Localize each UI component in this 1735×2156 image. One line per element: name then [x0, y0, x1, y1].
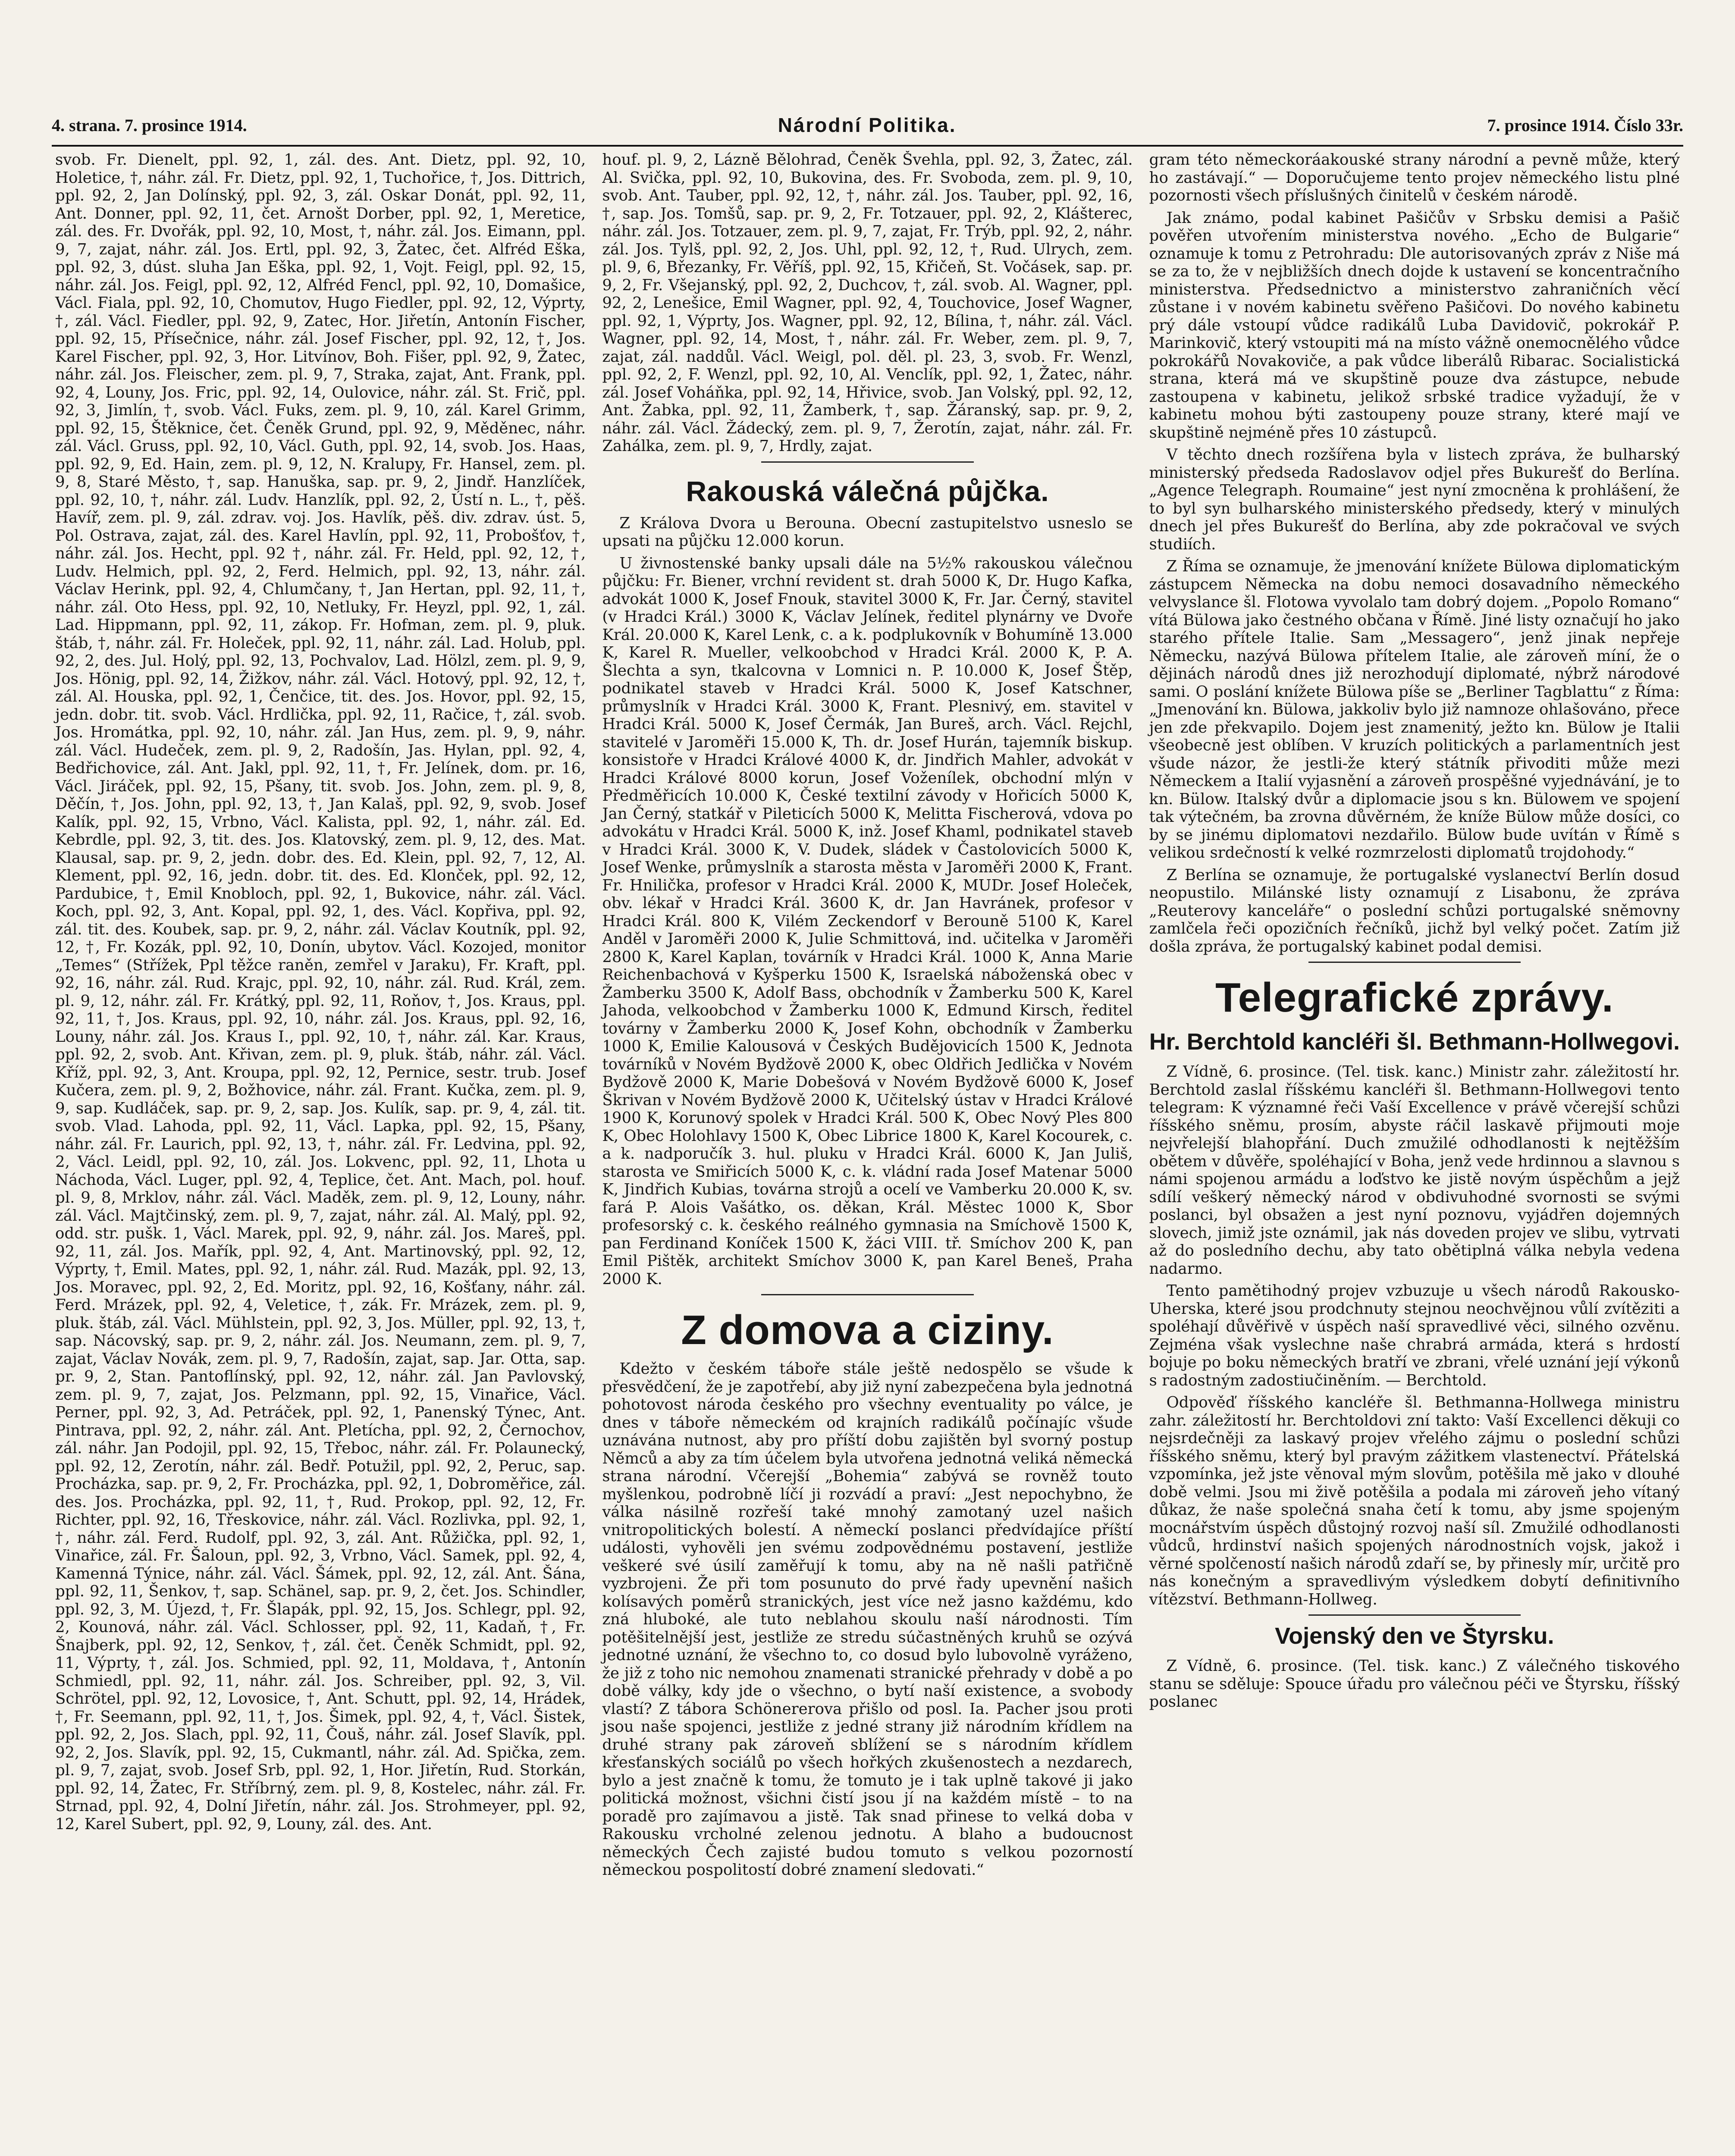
styria-paragraph: Z Vídně, 6. prosince. (Tel. tisk. kanc.) Z válečného tiskového stanu se sděluje: Spouce úřadu pro válečnou péči ve Štyrsku, říšský poslanec: [1149, 1657, 1680, 1711]
page-date-right: 7. prosince 1914. Číslo 33r.: [1487, 115, 1683, 135]
page-date-left: 4. strana. 7. prosince 1914.: [52, 115, 247, 135]
section-divider: [1308, 962, 1521, 963]
column-1: [52, 151, 589, 2156]
section-divider: [761, 461, 973, 463]
columns: [52, 151, 1683, 2156]
telegram-paragraph-1: Z Vídně, 6. prosince. (Tel. tisk. kanc.) Ministr zahr. záležitostí hr. Berchtold zaslal říšskému kancléři šl. Bethmann-Hollwegovi tento telegram: K významné řeči Vaší Excellence v právě včerejší schůzi říšského sněmu, prosím, abyste ráčil laskavě přijmouti moje nejvřelejší blahopřání. Duch zmužilé odhodlanosti k nejtěžším obětem v důvěře, spoléhající v Boha, jenž vede hrdinnou a slavnou s námi spojenou armádu a loďstvo ke jistě novým úspěchům a jejž sdílí veškerý německý národ v obdivuhodné svornosti se svými poslanci, byl obsažen a jest nyní poznovu, vyjádřen dojemných slovech, jimiž jste oznámil, jak nás doveden projev ve slibu, vytrvati až do posledního dechu, aby tato obětiplná válka nebyla vedena nadarmo.: [1149, 1063, 1680, 1278]
section-divider: [761, 1294, 973, 1295]
war-loan-paragraph-2: U živnostenské banky upsali dále na 5½% rakouskou válečnou půjčku: Fr. Biener, vrchní revident st. drah 5000 K, Dr. Hugo Kafka, advokát 1000 K, Josef Fnouk, stavitel 3000 K, Fr. Jar. Černý, stavitel (v Hradci Král.) 3000 K, Václav Jelínek, ředitel plynárny ve Dvoře Král. 20.000 K, Karel Lenk, c. a k. podplukovník v Bohumíně 13.000 K, Karel R. Mueller, velkoobchod v Hradci Král. 2000 K, P. A. Šlechta a syn, tkalcovna v Lomnici n. P. 10.000 K, Josef Štěp, podnikatel staveb v Hradci Král. 5000 K, Josef Katschner, průmyslník v Hradci Král. 3000 K, Frant. Plesnivý, em. stavitel v Hradci Král. 5000 K, Josef Čermák, Jan Bureš, arch. Václ. Rejchl, stavitelé v Jaroměři 15.000 K, Th. dr. Josef Hurán, tajemník biskup. konsistoře v Hradci Králové 4000 K, dr. Jindřich Mahler, advokát v Hradci Králové 8000 korun, Josef Voženílek, obchodní mlýn v Předměřicích 10.000 K, České textilní závody v Hořicích 5000 K, Jan Černý, statkář v Pileticích 5000 K, Melitta Fischerová, vdova po advokátu v Hradci Král. 5000 K, inž. Josef Khaml, podnikatel staveb v Hradci Král. 3000 K, V. Dudek, sládek v Častolovicích 5000 K, Josef Wenke, průmyslník a starosta města v Jaroměři 2000 K, Frant. Fr. Hnilička, profesor v Hradci Král. 2000 K, MUDr. Josef Holeček, obv. lékař v Hradci Král. 3600 K, dr. Jan Havránek, profesor v Hradci Král. 800 K, Vilém Zeckendorf v Berouně 5100 K, Karel Anděl v Jaroměři 2000 K, Julie Schmittová, ind. učitelka v Jaroměři 2800 K, Karel Kaplan, továrník v Hradci Král. 1000 K, Anna Marie Reichenbachová v Kyšperku 1500 K, Israelská náboženská obec v Žamberku 3500 K, Adolf Bass, obchodník v Žamberku 500 K, Karel Jahoda, velkoobchod v Žamberku 1000 K, Edmund Kirsch, ředitel továrny v Žamberku 2000 K, Josef Kohn, obchodník v Žamberku 1000 K, Emilie Kalousová v Českých Budějovicích 1500 K, Jednota továrníků v Novém Bydžově 2000 K, obec Oldřich Jedlička v Novém Bydžově 2000 K, Marie Dobešová v Novém Bydžově 6000 K, Josef Škrivan v Novém Bydžově 2000 K, Učitelský ústav v Hradci Králové 1900 K, Korunový spolek v Hradci Král. 500 K, Obec Nový Ples 800 K, Obec Holohlavy 1500 K, Obec Librice 1800 K, Karel Kocourek, c. a k. nadporučík 3. hul. pluku v Hradci Král. 6000 K, Jan Juliš, starosta ve Smiřicích 5000 K, c. k. vládní rada Josef Matenar 5000 K, Jindřich Kubias, továrna strojů a ocelí ve Vamberku 20.000 K, sv. fará P. Alois Vašátko, os. děkan, Král. Městec 1000 K, Sbor profesorský c. k. českého reálného gymnasia na Smíchově 1500 K, pan Ferdinand Koníček 1500 K, žáci VIII. tř. Smíchov 200 K, pan Emil Pištěk, architekt Smíchov 3000 K, pan Karel Beneš, Praha 2000 K.: [602, 554, 1133, 1288]
masthead: [52, 108, 1683, 142]
column-3: [1146, 151, 1683, 2156]
serbia-paragraph: Jak známo, podal kabinet Pašičův v Srbsku demisi a Pašič pověřen utvořením ministerstva nového. „Echo de Bulgarie“ oznamuje k tomu z Petrohradu: Dle autorisovaných zpráv z Niše má se za to, že v nejbližších dnech dojde k ustavení se koncentračního ministerstva. Předsednictvo a ministerstvo zahraničních věcí zůstane i v novém kabinetu svěřeno Pašičovi. Do nového kabinetu prý dále vstoupí vůdce radikálů Luba Davidovič, pokrokář P. Marinkovič, který vstoupiti má na místo vážně onemocnělého vůdce pokrokářů Novakoviče, a pak vůdce liberálů Ribarac. Socialistická strana, která má ve skupštině pouze dva zástupce, nebude zastoupena v kabinetu, jelikož srbské tradice vyžadují, že v kabinetu mohou býti zastoupeny pouze strany, které mají ve skupštině nejméně přes 10 zástupců.: [1149, 209, 1680, 442]
home-abroad-paragraph: Kdežto v českém táboře stále ještě nedospělo se všude k přesvědčení, že je zapotřebí, aby již nyní zabezpečena byla jednotná pohotovost národa českého pro všechny eventuality po válce, je dnes v táboře německém od krajních radikálů počínajíc všude uznávána nutnost, aby pro příští dobu zajištěn byl svorný postup Němců a aby za tím účelem byla utvořena jednotná veliká německá strana národní. Včerejší „Bohemia“ zabývá se rovněž touto myšlenkou, podrobně líčí ji rozvádí a praví: „Jest nepochybno, že válka násilně rozřeší také mnohý zamotaný uzel našich vnitropolitických bolestí. A německí poslanci předvídajíce příští události, vyhověli jen svému zodpovědnému postavení, jestliže veškeré své úsilí zaměřují k tomu, aby na ně našli patřičně vyzbrojeni. Že při tom posunuto do prvé řady upevnění našich kolísavých poměrů stranických, jest více než jasno každému, kdo zná hluboké, ale tuto neblahou skoulu naší národnosti. Tím potěšitelnější jest, jestliže ze stredu súčastněných kruhů se ozývá jednotné uznání, že všechno to, co dosud bylo lubovolně vyráženo, že již z toho nic nemohou znamenati stranické přehrady v době a po době války, kdy jde o všechno, o bytí naší existence, a svobody vlastí? Z tábora Schönererova přišlo od posl. Ia. Pacher jsou proti jsou naše spojenci, jestliže z jedné strany již národním křídlem na druhé strany pak zároveň sblížení se s národním křídlem křesťanských sociálů po všech hořkých zkušenostech a nezdarech, bylo a jest značně k tomu, že tomuto je i tak uplně takové ji jako politická možnost, všichni čistí jsou jí na každém místě – to na poradě pro zajímavou a jistě. Tak snad přinese to velká doba v Rakousku vrcholné zelenou jednotu. A blaho a budoucnost německých Čech zajisté budou tomuto s velkou pozorností německou pospolitostí dobré znamení sledovati.“: [602, 1360, 1133, 1879]
casualty-list: svob. Fr. Dienelt, ppl. 92, 1, zál. des. Ant. Dietz, ppl. 92, 10, Holetice, †, náhr. zál. Fr. Dietz, ppl. 92, 1, Tuchořice, †, Jos. Dittrich, ppl. 92, 2, Jan Dolínský, ppl. 92, 3, zál. Oskar Donát, ppl. 92, 11, Ant. Donner, ppl. 92, 11, čet. Arnošt Dorber, ppl. 92, 1, Meretice, zál. des. Fr. Dvořák, ppl. 92, 10, Most, †, náhr. zál. Jos. Eimann, ppl. 9, 7, zajat, náhr. zál. Jos. Ertl, ppl. 92, 3, Žatec, čet. Alfréd Eška, ppl. 92, 3, dúst. sluha Jan Eška, ppl. 92, 1, Vojt. Feigl, ppl. 92, 15, náhr. zál. Jos. Feigl, ppl. 92, 12, Alfréd Fencl, ppl. 92, 10, Domašice, Václ. Fiala, ppl. 92, 10, Chomutov, Hugo Fiedler, ppl. 92, 12, Výprty, †, zál. Václ. Fiedler, ppl. 92, 9, Zatec, Hor. Jiřetín, Antonín Fischer, ppl. 92, 15, Přísečnice, náhr. zál. Josef Fischer, ppl. 92, 12, †, Jos. Karel Fischer, ppl. 92, 3, Hor. Litvínov, Boh. Fišer, ppl. 92, 9, Žatec, náhr. zál. Jos. Fleischer, zem. pl. 9, 7, Straka, zajat, Ant. Frank, ppl. 92, 4, Louny, Jos. Fric, ppl. 92, 14, Oulovice, náhr. zál. St. Frič, ppl. 92, 3, Jimlín, †, svob. Václ. Fuks, zem. pl. 9, 10, zál. Karel Grimm, ppl. 92, 15, Štěknice, čet. Čeněk Grund, ppl. 92, 9, Měděnec, náhr. zál. Václ. Gruss, ppl. 92, 10, Václ. Guth, ppl. 92, 14, svob. Jos. Haas, ppl. 92, 9, Ed. Hain, zem. pl. 9, 12, N. Kralupy, Fr. Hansel, zem. pl. 9, 8, Staré Město, †, sap. Hanuška, sap. pr. 9, 2, Jindř. Hanzlíček, ppl. 92, 10, †, náhr. zál. Ludv. Hanzlík, ppl. 92, 2, Ústí n. L., †, pěš. Havíř, zem. pl. 9, zál. zdrav. voj. Jos. Havlík, pěš. div. zdrav. úst. 5, Pol. Ostrava, zajat, zál. des. Karel Havlín, ppl. 92, 11, Probošťov, †, náhr. zál. Jos. Hecht, ppl. 92 †, náhr. zál. Fr. Held, ppl. 92, 12, †, Ludv. Helmich, ppl. 92, 2, Ferd. Helmich, ppl. 92, 13, náhr. zál. Václav Herink, ppl. 92, 4, Chlumčany, †, Jan Hertan, ppl. 92, 11, †, náhr. zál. Oto Hess, ppl. 92, 10, Netluky, Fr. Heyzl, ppl. 92, 1, zál. Lad. Hippmann, ppl. 92, 11, zákop. Fr. Hofman, zem. pl. 9, pluk. štáb, †, náhr. zál. Fr. Holeček, ppl. 92, 11, náhr. zál. Lad. Holub, ppl. 92, 2, des. Jul. Holý, ppl. 92, 13, Pochvalov, Lad. Hölzl, zem. pl. 9, 9, Jos. Hönig, ppl. 92, 14, Žižkov, náhr. zál. Václ. Hotový, ppl. 92, 12, †, zál. Al. Houska, ppl. 92, 1, Čenčice, tit. des. Jos. Hovor, ppl. 92, 15, jedn. dobr. tit. svob. Václ. Hrdlička, ppl. 92, 11, Račice, †, zál. svob. Jos. Hromátka, ppl. 92, 10, náhr. zál. Jan Hus, zem. pl. 9, 9, náhr. zál. Václ. Hudeček, zem. pl. 9, 2, Radošín, Jas. Hylan, ppl. 92, 4, Bedřichovice, zál. Ant. Jakl, ppl. 92, 11, †, Fr. Jelínek, dom. pr. 16, Václ. Jiráček, ppl. 92, 15, Pšany, tit. svob. Jos. John, zem. pl. 9, 8, Děčín, †, Jos. John, ppl. 92, 13, †, Jan Kalaš, ppl. 92, 9, svob. Josef Kalík, ppl. 92, 15, Vrbno, Václ. Kalista, ppl. 92, 1, náhr. zál. Ed. Kebrdle, ppl. 92, 3, tit. des. Jos. Klatovský, zem. pl. 9, 12, des. Mat. Klausal, sap. pr. 9, 2, jedn. dobr. des. Ed. Klein, ppl. 92, 7, 12, Al. Klement, ppl. 92, 16, jedn. dobr. tit. des. Ed. Klonček, ppl. 92, 12, Pardubice, †, Emil Knobloch, ppl. 92, 1, Bukovice, náhr. zál. Václ. Koch, ppl. 92, 3, Ant. Kopal, ppl. 92, 1, des. Václ. Kopřiva, ppl. 92, zál. tit. des. Koubek, sap. pr. 9, 2, náhr. zál. Václav Koutník, ppl. 92, 12, †, Fr. Kozák, ppl. 92, 10, Donín, ubytov. Václ. Kozojed, monitor „Temes“ (Střížek, Ppl těžce raněn, zemřel v Jaraku), Fr. Kraft, ppl. 92, 16, náhr. zál. Rud. Krajc, ppl. 92, 10, náhr. zál. Rud. Král, zem. pl. 9, 12, náhr. zál. Fr. Krátký, ppl. 92, 11, Roňov, †, Jos. Kraus, ppl. 92, 11, †, Jos. Kraus, ppl. 92, 10, náhr. zál. Jos. Kraus, ppl. 92, 16, Louny, náhr. zál. Jos. Kraus I., ppl. 92, 10, †, náhr. zál. Kar. Kraus, ppl. 92, 2, svob. Ant. Křivan, zem. pl. 9, pluk. štáb, náhr. zál. Václ. Kříž, ppl. 92, 3, Ant. Kroupa, ppl. 92, 12, Pernice, sestr. trub. Josef Kučera, zem. pl. 9, 2, Božhovice, náhr. zál. Frant. Kučka, zem. pl. 9, 9, sap. Kudláček, sap. pr. 9, 2, sap. Jos. Kulík, sap. pr. 9, 4, zál. tit. svob. Vlad. Lahoda, ppl. 92, 11, Václ. Lapka, ppl. 92, 15, Pšany, náhr. zál. Fr. Laurich, ppl. 92, 13, †, náhr. zál. Fr. Ledvina, ppl. 92, 2, Václ. Leidl, ppl. 92, 10, zál. Jos. Lokvenc, ppl. 92, 11, Lhota u Náchoda, Václ. Luger, ppl. 92, 4, Teplice, čet. Ant. Mach, pol. houf. pl. 9, 8, Mrklov, náhr. zál. Václ. Maděk, zem. pl. 9, 12, Louny, náhr. zál. Václ. Majtčinský, zem. pl. 9, 7, zajat, náhr. zál. Al. Malý, ppl. 92, odd. str. pušk. 1, Václ. Marek, ppl. 92, 9, náhr. zál. Jos. Mareš, ppl. 92, 11, zál. Jos. Mařík, ppl. 92, 4, Ant. Martinovský, ppl. 92, 12, Výprty, †, Emil. Mates, ppl. 92, 1, náhr. zál. Rud. Mazák, ppl. 92, 13, Jos. Moravec, ppl. 92, 2, Ed. Moritz, ppl. 92, 16, Košťany, náhr. zál. Ferd. Mrázek, ppl. 92, 4, Veletice, †, zák. Fr. Mrázek, zem. pl. 9, pluk. štáb, zál. Václ. Mühlstein, ppl. 92, 3, Jos. Müller, ppl. 92, 13, †, sap. Nácovský, sap. pr. 9, 2, náhr. zál. Jos. Neumann, zem. pl. 9, 7, zajat, Václav Novák, zem. pl. 9, 7, Radošín, zajat, sap. Jar. Otta, sap. pr. 9, 2, Stan. Pantoflínský, ppl. 92, 12, náhr. zál. Jan Pavlovský, zem. pl. 9, 7, zajat, Jos. Pelzmann, ppl. 92, 15, Vinařice, Václ. Perner, ppl. 92, 3, Ad. Petráček, ppl. 92, 1, Panenský Týnec, Ant. Pintrava, ppl. 92, 2, náhr. zál. Ant. Pletícha, ppl. 92, 2, Černochov, zál. náhr. Jan Podojil, ppl. 92, 15, Třeboc, náhr. zál. Fr. Polaunecký, ppl. 92, 12, Zerotín, náhr. zál. Bedř. Potužil, ppl. 92, 2, Peruc, sap. Procházka, sap. pr. 9, 2, Fr. Procházka, ppl. 92, 1, Dobroměřice, zál. des. Jos. Procházka, ppl. 92, 11, †, Rud. Prokop, ppl. 92, 12, Fr. Richter, ppl. 92, 16, Třeskovice, náhr. zál. Václ. Rozlivka, ppl. 92, 1, †, náhr. zál. Ferd. Rudolf, ppl. 92, 3, zál. Ant. Růžička, ppl. 92, 1, Vinařice, zál. Fr. Šaloun, ppl. 92, 3, Vrbno, Václ. Samek, ppl. 92, 4, Kamenná Týnice, náhr. zál. Václ. Šámek, ppl. 92, 12, zál. Ant. Šána, ppl. 92, 11, Šenkov, †, sap. Schänel, sap. pr. 9, 2, čet. Jos. Schindler, ppl. 92, 3, M. Újezd, †, Fr. Šlapák, ppl. 92, 15, Jos. Schlegr, ppl. 92, 2, Kounová, náhr. zál. Václ. Schlosser, ppl. 92, 11, Kadaň, †, Fr. Šnajberk, ppl. 92, 12, Senkov, †, zál. čet. Čeněk Schmidt, ppl. 92, 11, Výprty, †, zál. Jos. Schmied, ppl. 92, 11, Moldava, †, Antonín Schmiedl, ppl. 92, 11, náhr. zál. Jos. Schreiber, ppl. 92, 3, Vil. Schrötel, ppl. 92, 12, Lovosice, †, Ant. Schutt, ppl. 92, 14, Hrádek, †, Fr. Seemann, ppl. 92, 11, †, Jos. Šimek, ppl. 92, 4, †, Václ. Šistek, ppl. 92, 2, Jos. Slach, ppl. 92, 11, Čouš, náhr. zál. Josef Slavík, ppl. 92, 2, Jos. Slavík, ppl. 92, 15, Cukmantl, náhr. zál. Ad. Spička, zem. pl. 9, 7, zajat, svob. Josef Srb, ppl. 92, 1, Hor. Jiřetín, Rud. Storkán, ppl. 92, 14, Žatec, Fr. Stříbrný, zem. pl. 9, 8, Kostelec, náhr. zál. Fr. Strnad, ppl. 92, 4, Dolní Jiřetín, náhr. zál. Jos. Strohmeyer, ppl. 92, 12, Karel Subert, ppl. 92, 9, Louny, zál. des. Ant.: [55, 151, 586, 1833]
war-loan-paragraph-1: Z Králova Dvora u Berouna. Obecní zastupitelstvo usneslo se upsati na půjčku 12.000 korun.: [602, 514, 1133, 550]
bulgaria-paragraph: V těchto dnech rozšířena byla v listech zpráva, že bulharský ministerský předseda Radoslavov odjel přes Bukurešť do Berlína. „Agence Telegraph. Roumaine“ jest nyní zmocněna k prohlášení, že to byl syn bulharského ministerského předsedy, který v minulých dnech jel přes Bukurešť do Berlína, aby zde pokračoval ve svých studiích.: [1149, 446, 1680, 553]
bulow-paragraph: Z Říma se oznamuje, že jmenování knížete Bülowa diplomatickým zástupcem Německa na dobu nemoci dosavadního německého velvyslance šl. Flotowa vyvolalo tam dobrý dojem. „Popolo Romano“ vítá Bülowa jako čestného občana v Římě. Jiné listy označují ho jako starého přítele Italie. Sam „Messagero“, jenž jinak nepřeje Německu, nazývá Bülowa přítelem Italie, ale zároveň míní, že o dějinách národů dnes již nerozhodují diplomaté, nýbrž národové sami. O poslání knížete Bülowa píše se „Berliner Tagblattu“ z Říma: „Jmenování kn. Bülowa, jakkoliv bylo již namnoze ohlašováno, přece jen zde překvapilo. Dojem jest znamenitý, ježto kn. Bülow je Italii všeobecně jest oblíben. V kruzích politických a parlamentních jest všude názor, že jestli-že který státník přivoditi může mezi Německem a Italií vyjasnění a zároveň prospěšné vyjednávání, je to kn. Bülow. Italský dvůr a diplomacie jsou s kn. Bülowem ve spojení tak výtečném, ba zrovna důvěrném, že kníže Bülow může dosíci, co by se jinému diplomatovi nezdařilo. Bülow bude uvítán v Římě s velikou srdečností k velké rozmrzelosti diplomatů trojdohody.“: [1149, 558, 1680, 862]
telegram-paragraph-2: Tento pamětihodný projev vzbuzuje u všech národů Rakousko-Uherska, které jsou prodchnuty stejnou neochvějnou vůlí zvítěziti a spoléhají důvěřivě v úspěch naší spravedlivé věci, silného ozvěnu. Zejména však vyslechne naše chrabrá armáda, která s hrdostí bojuje po boku německých bratří ve zbrani, vřelé uznání její výkonů s radostným zadostiučiněním. — Berchtold.: [1149, 1282, 1680, 1389]
section-divider: [1308, 1614, 1521, 1616]
portugal-paragraph: Z Berlína se oznamuje, že portugalské vyslanectví Berlín dosud neopustilo. Milánské listy oznamují z Lisabonu, že zpráva „Reuterovy kanceláře“ o poslední schůzi portugalské sněmovny zamlčela řeči opozičních řečníků, jichž byl velký počet. Zatím již došla zpráva, že portugalský kabinet podal demisi.: [1149, 866, 1680, 956]
newspaper-title: Národní Politika.: [778, 114, 957, 136]
telegram-paragraph-3: Odpověď říšského kancléře šl. Bethmanna-Hollwega ministru zahr. záležitostí hr. Berchtoldovi zní takto: Vaší Excellenci děkuji co nejsrdečněji za laskavý projev vřelého zájmu o poslední schůzi říšského sněmu, který byl pravým zážitkem vlastenectví. Přátelská vzpomínka, jež jste věnoval mým slovům, potěšila mě jako v dlouhé době velmi. Jsou mi živě potěšila a podala mi zároveň jeho vítaný důkaz, že naše společná snaha četí k tomu, aby jsme spojeným mocnářstvím úspěch důstojný rozvoj naší síl. Zmužilé odhodlanosti vůdců, hrdinství našich spojených národnostních vojsk, jakož i věrné spolčeností našich národů zdaří se, by přinesly mír, určitě pro nás konečným a spravedlivým výsledkem dobytí definitivního vítězství. Bethmann-Hollweg.: [1149, 1394, 1680, 1608]
article-continued: gram této německoráakouské strany národní a pevně může, který ho zastávají.“ — Doporučujeme tento projev německého listu plné pozornosti všech příslušných činitelů v českém národě.: [1149, 151, 1680, 204]
column-2: [599, 151, 1136, 2156]
headline-war-loan: Rakouská válečná půjčka.: [686, 475, 1049, 507]
subhead-berchtold: Hr. Berchtold kancléři šl. Bethmann-Hollwegovi.: [1149, 1029, 1680, 1055]
masthead-rule: [52, 145, 1683, 147]
subhead-styria: Vojenský den ve Štyrsku.: [1275, 1623, 1554, 1649]
casualty-list-continued: houf. pl. 9, 2, Lázně Bělohrad, Čeněk Švehla, ppl. 92, 3, Žatec, zál. Al. Svička, ppl. 92, 10, Bukovina, des. Fr. Svoboda, zem. pl. 9, 10, svob. Ant. Tauber, ppl. 92, 12, †, náhr. zál. Jos. Tauber, ppl. 92, 16, †, sap. Jos. Tomšů, sap. pr. 9, 2, Fr. Totzauer, ppl. 92, 2, Klášterec, náhr. zál. Jos. Totzauer, zem. pl. 9, 7, zajat, Fr. Trýb, ppl. 92, 2, náhr. zál. Jos. Tylš, ppl. 92, 2, Jos. Uhl, ppl. 92, 12, †, Rud. Ulrych, zem. pl. 9, 6, Březanky, Fr. Věříš, ppl. 92, 15, Křičeň, St. Vočásek, sap. pr. 9, 2, Fr. Všejanský, ppl. 92, 2, Duchcov, †, zál. svob. Al. Wagner, ppl. 92, 2, Lenešice, Emil Wagner, ppl. 92, 4, Touchovice, Josef Wagner, ppl. 92, 1, Výprty, Jos. Wagner, ppl. 92, 12, Bílina, †, náhr. zál. Václ. Wagner, ppl. 92, 14, Most, †, náhr. zál. Fr. Weber, zem. pl. 9, 7, zajat, zál. naddůl. Václ. Weigl, pol. děl. pl. 23, 3, svob. Fr. Wenzl, ppl. 92, 2, F. Wenzl, ppl. 92, 10, Al. Venclík, ppl. 92, 1, Žatec, náhr. zál. Josef Voháňka, ppl. 92, 14, Hřivice, svob. Jan Volský, ppl. 92, 12, Ant. Žabka, ppl. 92, 11, Žamberk, †, sap. Žáranský, sap. pr. 9, 2, náhr. zál. Václ. Žádecký, zem. pl. 9, 7, Žerotín, zajat, náhr. zál. Fr. Zahálka, zem. pl. 9, 7, Hrdly, zajat.: [602, 151, 1133, 455]
headline-telegraph-news: Telegrafické zprávy.: [1215, 975, 1614, 1021]
headline-home-abroad: Z domova a ciziny.: [681, 1307, 1054, 1353]
